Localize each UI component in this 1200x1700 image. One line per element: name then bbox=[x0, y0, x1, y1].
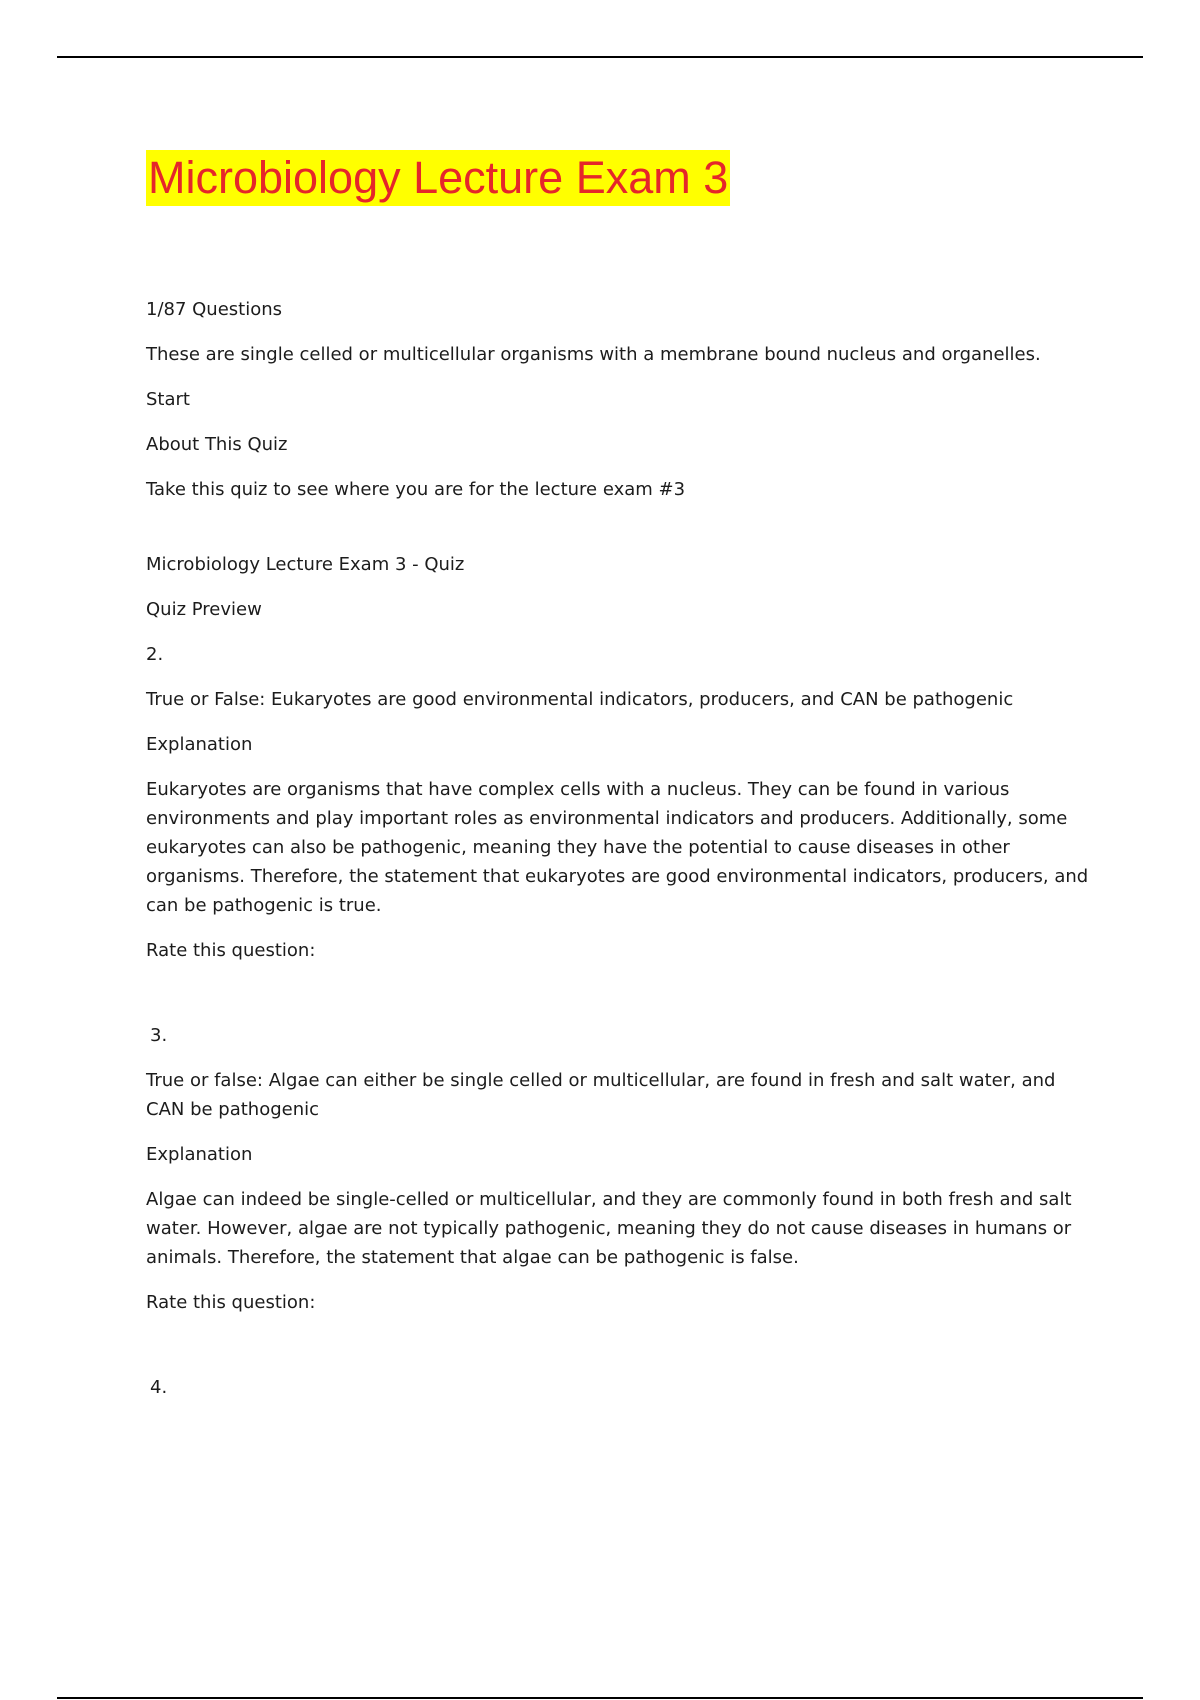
quiz-preview: Quiz Preview bbox=[146, 599, 262, 620]
spacer bbox=[146, 520, 1096, 550]
quiz-title: Microbiology Lecture Exam 3 - Quiz bbox=[146, 554, 465, 575]
explanation-text: Eukaryotes are organisms that have complex cells with a nucleus. They can be found in various environments and play important roles as environmental indicators and producers. Additionally, some eukaryotes can also be pathogenic, meaning they have the potential to cause diseases in other organisms. Therefore, the statement that eukaryotes are good environmental indicators, producers, and can be pathogenic is true. bbox=[146, 779, 1089, 916]
spacer bbox=[146, 981, 1096, 1021]
explanation-label: Explanation bbox=[146, 734, 253, 755]
title-block bbox=[146, 150, 730, 206]
explanation-label: Explanation bbox=[146, 1144, 253, 1165]
about-text: Take this quiz to see where you are for the lecture exam #3 bbox=[146, 479, 686, 500]
first-question-text: These are single celled or multicellular organisms with a membrane bound nucleus and organelles. bbox=[146, 344, 1041, 365]
about-heading: About This Quiz bbox=[146, 434, 288, 455]
question-text: True or False: Eukaryotes are good environmental indicators, producers, and CAN be pathogenic bbox=[146, 689, 1014, 710]
question-text: True or false: Algae can either be single celled or multicellular, are found in fresh and salt water, and CAN be pathogenic bbox=[146, 1070, 1056, 1120]
rate-question[interactable]: Rate this question: bbox=[146, 1292, 316, 1313]
spacer bbox=[146, 1333, 1096, 1373]
question-number: 2. bbox=[146, 644, 164, 665]
rate-question[interactable]: Rate this question: bbox=[146, 940, 316, 961]
document-body bbox=[146, 295, 1096, 1418]
top-rule bbox=[57, 56, 1143, 58]
bottom-rule bbox=[57, 1697, 1143, 1699]
start-link[interactable]: Start bbox=[146, 389, 190, 410]
question-number: 4. bbox=[150, 1377, 168, 1398]
explanation-text: Algae can indeed be single-celled or multicellular, and they are commonly found in both fresh and salt water. However, algae are not typically pathogenic, meaning they do not cause diseases in humans or animals. Therefore, the statement that algae can be pathogenic is false. bbox=[146, 1189, 1072, 1268]
question-count: 1/87 Questions bbox=[146, 299, 283, 320]
document-title: Microbiology Lecture Exam 3 bbox=[146, 150, 730, 206]
question-number: 3. bbox=[150, 1025, 168, 1046]
